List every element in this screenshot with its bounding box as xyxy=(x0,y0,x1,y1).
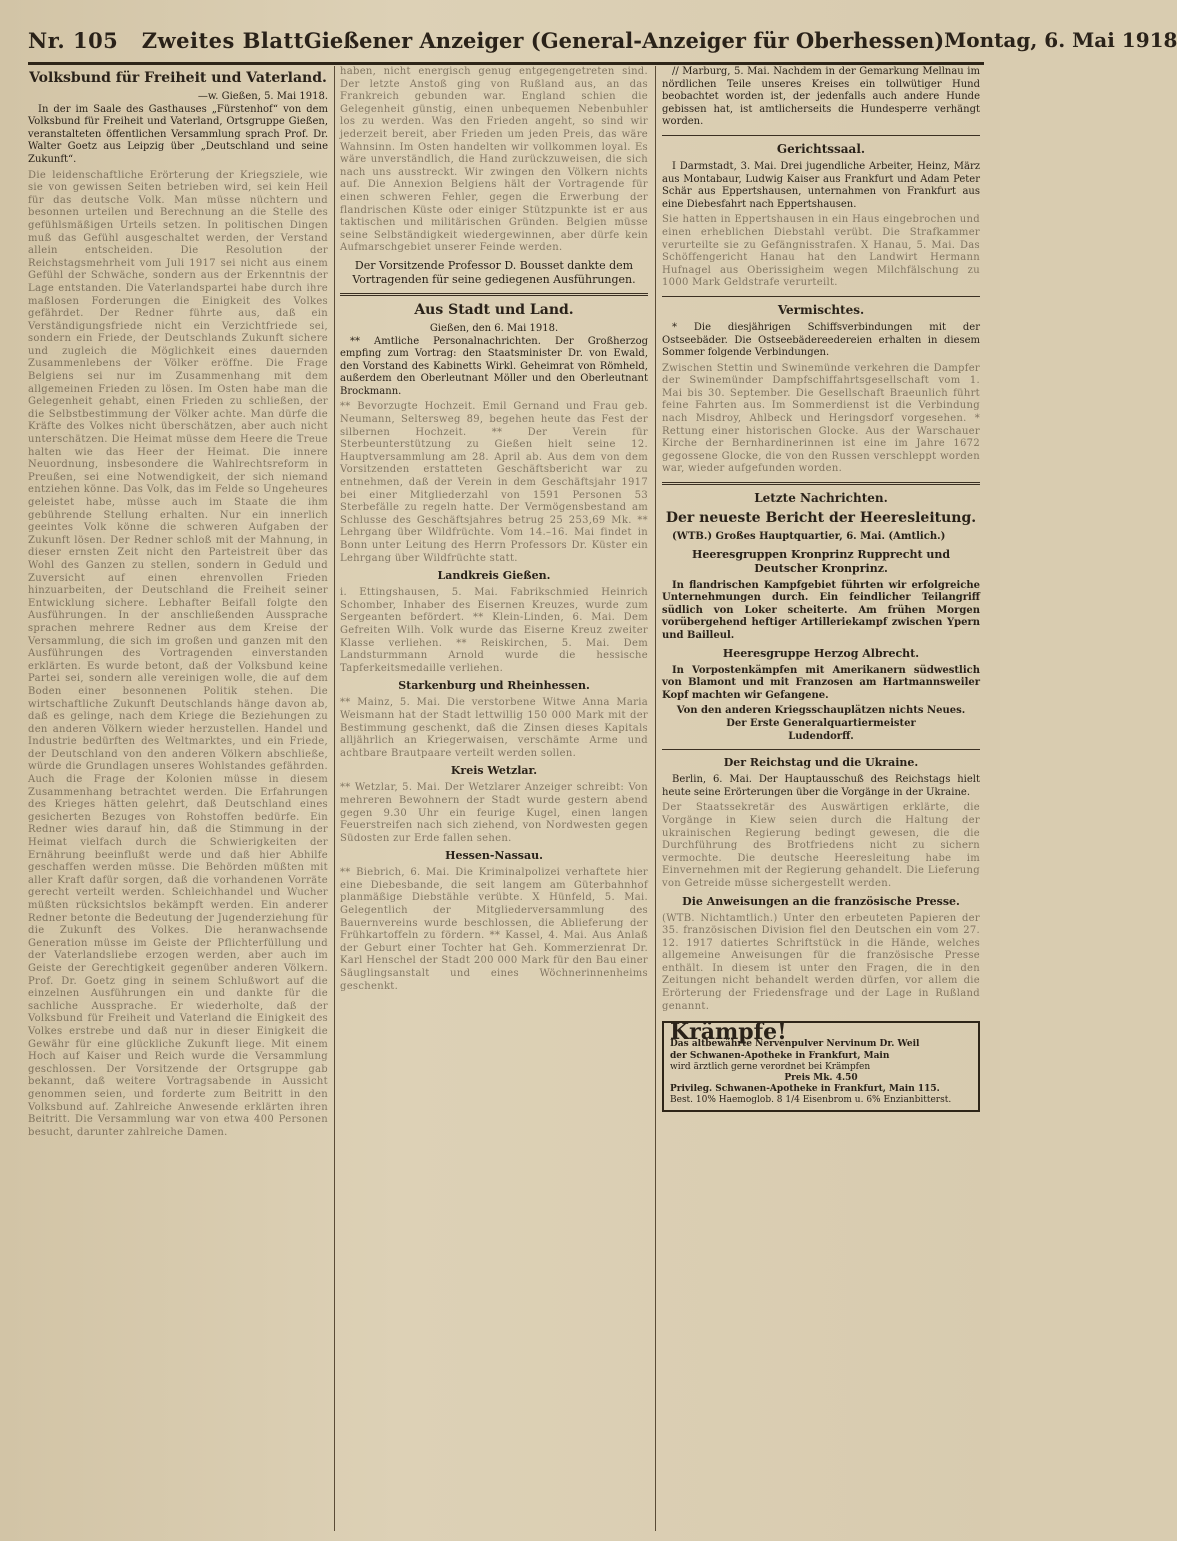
masthead xyxy=(28,18,1177,65)
army-group-report: In Vorpostenkämpfen mit Amerikanern südwestlich von Blamont und mit Franzosen am Hartmannsweiler Kopf machten wir Gefangene. xyxy=(662,664,980,701)
closing-note: Der Vorsitzende Professor D. Bousset dankte dem Vortragenden für seine gediegenen Ausführungen. xyxy=(352,258,636,286)
article-heading: Volksbund für Freiheit und Vaterland. xyxy=(29,70,327,86)
issue-and-section xyxy=(28,28,304,53)
ad-subtitle: Das altbewährte Nervenpulver Nervinum Dr. Weil xyxy=(670,1039,920,1050)
signature-title: Der Erste Generalquartiermeister xyxy=(726,717,916,729)
issue-date: Montag, 6. Mai 1918 xyxy=(944,28,1177,52)
subsection-heading: Landkreis Gießen. xyxy=(437,569,551,583)
court-report-text: Sie hatten in Eppertshausen in ein Haus eingebrochen und einen erheblichen Diebstahl verübt. Die Strafkammer verurteilte sie zu Gefängnisstrafen. X Hanau, 5. Mai. Das Schöffengericht Hanau hat den Landwirt Hermann Hufnagel aus Oberissigheim wegen Milchfälschung zu 1000 Mark Geldstrafe verurteilt. xyxy=(662,214,980,289)
section-rule xyxy=(662,749,980,750)
section-heading: Aus Stadt und Land. xyxy=(414,301,574,318)
court-report: I Darmstadt, 3. Mai. Drei jugendliche Arbeiter, Heinz, März aus Montabaur, Ludwig Kaiser aus Frankfurt und Adam Peter Schär aus Eppertshausen, unternahmen von Frankfurt aus eine Diebesfahrt nach Eppertshausen. xyxy=(662,160,980,210)
ad-title: Krämpfe! xyxy=(670,1019,787,1046)
section-heading: Gerichtssaal. xyxy=(776,141,866,156)
subsection-text: i. Ettingshausen, 5. Mai. Fabrikschmied Heinrich Schomber, Inhaber des Eisernen Kreuzes, wurde zum Sergeanten befördert. ** Klein-Linden, 6. Mai. Dem Gefreiten Wilh. Volk wurde das Eiserne Kreuz zweiter Klasse verliehen. ** Reiskirchen, 5. Mai. Dem Landsturmmann Arnold wurde die hessische Tapferkeitsmedaille verliehen. xyxy=(340,587,648,674)
news-items-text: ** Bevorzugte Hochzeit. Emil Gernand und Frau geb. Neumann, Seltersweg 89, begehen heute das Fest der silbernen Hochzeit. ** Der Verein für Sterbeunterstützung zu Gießen hielt seine 12. Hauptversammlung am 28. April ab. Aus dem von dem Vorsitzenden erstatteten Geschäftsbericht war zu entnehmen, daß der Verein in dem Geschäftsjahr 1917 bei einer Mitgliederzahl von 1591 Personen 53 Sterbefälle zu regeln hatte. Der Vermögensbestand am Schlusse des Geschäftsjahres betrug 25 253,69 Mk. ** Lehrgang über Wildfrüchte. Vom 14.–16. Mai findet in Bonn unter Leitung des Herrn Professors Dr. Küster ein Lehrgang über Wildfrüchte statt. xyxy=(340,401,648,564)
army-group-heading: Heeresgruppe Herzog Albrecht. xyxy=(722,646,920,660)
continued-article-text: haben, nicht energisch genug entgegengetreten sind. Der letzte Anstoß ging von Rußland aus, an das Frankreich gebunden war. England schien die Gelegenheit günstig, einen unbequemen Nebenbuhler los zu werden. Was den Frieden angeht, so sind wir jederzeit bereit, aber Frieden um jeden Preis, das wäre Wahnsinn. Im Osten handelten wir vollkommen loyal. Es wäre unverständlich, die Hand zurückzuweisen, die sich nach uns ausstreckt. Wir zwingen den Völkern nichts auf. Die Annexion Belgiens hält der Vortragende für einen schweren Fehler, gegen die Erwerbung der flandrischen Küste oder einiger Stützpunkte ist er aus taktischen und militärischen Gründen. Belgien müsse seine Selbständigkeit wiedergewinnen, aber dürfe kein Aufmarschgebiet unserer Feinde werden. xyxy=(340,66,648,254)
report-heading: Der neueste Bericht der Heeresleitung. xyxy=(665,510,977,527)
article-heading: Der Reichstag und die Ukraine. xyxy=(723,756,919,770)
section-rule xyxy=(662,296,980,297)
report-lead: (WTB.) Großes Hauptquartier, 6. Mai. (Amtlich.) xyxy=(672,531,946,543)
section-heading: Vermischtes. xyxy=(777,302,865,317)
column-3 xyxy=(662,66,980,1531)
signature: Ludendorff. xyxy=(788,730,854,742)
misc-items-text: Zwischen Stettin und Swinemünde verkehren die Dampfer der Swinemünder Dampfschiffahrtsgesellschaft vom 1. Mai bis 30. September. Die Gesellschaft Braeunlich führt feine Fahrten aus. Im Sommerdienst ist die Verbindung nach Misdroy, Ahlbeck und Heringsdorf vorgesehen. * Rettung einer historischen Glocke. Aus der Warschauer Kirche der Bernhardinerinnen ist eine im Jahre 1672 gegossene Glocke, die von den Russen verschleppt worden war, wieder aufgefunden worden. xyxy=(662,362,980,475)
advertisement xyxy=(662,1021,980,1112)
subsection-heading: Starkenburg und Rheinhessen. xyxy=(398,679,590,693)
army-group-report: In flandrischen Kampfgebiet führten wir erfolgreiche Unternehmungen durch. Ein feindlicher Teilangriff südlich von Loker scheiterte. Am frühen Morgen vorübergehend heftiger Artilleriekampf zwischen Ypern und Bailleul. xyxy=(662,579,980,641)
subsection-text: ** Mainz, 5. Mai. Die verstorbene Witwe Anna Maria Weismann hat der Stadt lettwillig 150 000 Mark mit der Bestimmung geschenkt, daß die Zinsen dieses Kapitals alljährlich an Kriegerwaisen, verschämte Arme und achtbare Brautpaare verteilt werden sollen. xyxy=(340,697,648,759)
section-heading: Letzte Nachrichten. xyxy=(754,491,888,506)
subsection-text: ** Biebrich, 6. Mai. Die Kriminalpolizei verhaftete hier eine Diebesbande, die seit langem am Güterbahnhof planmäßige Diebstähle verübte. X Hünfeld, 5. Mai. Gelegentlich der Mitgliederversammlung des Bauernvereins wurde beschlossen, die Ablieferung der Frühkartoffeln zu fördern. ** Kassel, 4. Mai. Aus Anlaß der Geburt einer Tochter hat Geh. Kommerzienrat Dr. Karl Henschel der Stadt 200 000 Mark für den Bau einer Säuglingsanstalt und eines Wöchnerinnenheims geschenkt. xyxy=(340,867,648,992)
issue-number: Nr. 105 xyxy=(28,27,119,53)
section-dateline: Gießen, den 6. Mai 1918. xyxy=(429,322,559,334)
subsection-heading: Kreis Wetzlar. xyxy=(450,764,538,778)
newspaper-title: Gießener Anzeiger (General-Anzeiger für Oberhessen) xyxy=(303,27,945,53)
article-body-text: (WTB. Nichtamtlich.) Unter den erbeuteten Papieren der 35. französischen Division fiel den Deutschen ein vom 27. 12. 1917 datiertes Schriftstück in die Hände, welches allgemeine Anweisungen für die französische Presse enthält. In diesem ist unter den Fragen, die in den Zeitungen nicht behandelt werden dürfen, vor allem die Erörterung der Friedensfrage und der Lage in Rußland genannt. xyxy=(662,912,980,1012)
article-body-text: Die leidenschaftliche Erörterung der Kriegsziele, wie sie von gewissen Seiten betrieben wird, sei kein Heil für das deutsche Volk. Man müsse nüchtern und besonnen urteilen und Berechnung an die Stelle des gefühlsmäßigen Urteils setzen. In politischen Dingen muß das Gefühl ausgeschaltet werden, der Verstand allein entscheiden. Die Resolution der Reichstagsmehrheit vom Juli 1917 sei nicht aus einem Gefühl der Schwäche, sondern aus der Erkenntnis der Lage entstanden. Die Vaterlandspartei habe durch ihre maßlosen Forderungen die Einigkeit des Volkes gefährdet. Der Redner führte aus, daß ein Verständigungsfriede nicht ein Verzichtfriede sei, sondern ein Friede, der Deutschlands Zukunft sichere und zugleich die Möglichkeit eines dauernden Zusammenlebens der Völker eröffne. Die Frage Belgiens sei nur im Zusammenhang mit dem allgemeinen Frieden zu lösen. Im Osten habe man die Gelegenheit gehabt, einen Frieden zu schließen, der die Selbstbestimmung der Völker achte. Man dürfe die Kräfte des Volkes nicht überschätzen, aber auch nicht unterschätzen. Die Heimat müsse dem Heere die Treue halten wie das Heer der Heimat. Die innere Neuordnung, insbesondere die Wahlrechtsreform in Preußen, sei eine Notwendigkeit, der sich niemand entziehen könne. Das Volk, das im Felde so Ungeheures geleistet habe, müsse auch im Staate die ihm gebührende Stellung erhalten. Nur ein innerlich geeintes Volk könne die schweren Aufgaben der Zukunft lösen. Der Redner schloß mit der Mahnung, in dieser ernsten Zeit nicht den Parteistreit über das Wohl des Ganzen zu stellen, sondern in Geduld und Zuversicht auf einen ehrenvollen Frieden hinzuarbeiten, der Deutschland die Freiheit seiner Entwicklung sichere. Lebhafter Beifall folgte den Ausführungen. In der anschließenden Aussprache sprachen mehrere Redner aus dem Kreise der Versammlung, die sich im großen und ganzen mit den Ausführungen des Vortragenden einverstanden erklärten. Es wurde betont, daß der Volksbund keine Partei sei, sondern alle vereinigen wolle, die auf dem Boden einer besonnenen Politik stehen. Die wirtschaftliche Zukunft Deutschlands hänge davon ab, daß es gelinge, nach dem Kriege die Beziehungen zu den anderen Völkern wieder herzustellen. Handel und Industrie bedürften des Weltmarktes, und ein Friede, der Deutschland von den anderen Völkern abschließe, würde die Grundlagen unseres Wohlstandes gefährden. Auch die Frage der Kolonien müsse in diesem Zusammenhang betrachtet werden. Die Erfahrungen des Krieges hätten gelehrt, daß Deutschland eines gesicherten Bezuges von Rohstoffen bedürfe. Ein Redner wies darauf hin, daß die Stimmung in der Heimat vielfach durch die Schwierigkeiten der Ernährung beeinflußt werde und daß hier Abhilfe geschaffen werden müsse. Die Behörden müßten mit aller Kraft dafür sorgen, daß die vorhandenen Vorräte gerecht verteilt werden. Schleichhandel und Wucher müßten rücksichtslos bekämpft werden. Ein anderer Redner betonte die Bedeutung der Jugenderziehung für die Zukunft des Volkes. Die heranwachsende Generation müsse im Geiste der Pflichterfüllung und der Vaterlandsliebe erzogen werden, aber auch im Geiste der Gerechtigkeit gegenüber anderen Völkern. Prof. Dr. Goetz ging in seinem Schlußwort auf die einzelnen Ausführungen ein und dankte für die sachliche Aussprache. Er wiederholte, daß der Volksbund für Freiheit und Vaterland die Einigkeit des Volkes erstrebe und daß nur in dieser Einigkeit die Gewähr für eine glückliche Zukunft liege. Mit einem Hoch auf Kaiser und Reich wurde die Versammlung geschlossen. Der Vorsitzende der Ortsgruppe gab bekannt, daß weitere Vortragsabende in Aussicht genommen seien, und forderte zum Beitritt in den Volksbund auf. Zahlreiche Anwesende erklärten ihren Beitritt. Die Versammlung war von etwa 400 Personen besucht, darunter zahlreiche Damen. xyxy=(28,169,328,1138)
ad-price: Preis Mk. 4.50 xyxy=(784,1073,858,1084)
other-fronts: Von den anderen Kriegsschauplätzen nichts Neues. xyxy=(676,705,966,717)
army-group-heading: Heeresgruppen Kronprinz Rupprecht und Deutscher Kronprinz. xyxy=(691,547,951,575)
section-rule xyxy=(662,482,980,485)
misc-item: * Die diesjährigen Schiffsverbindungen mit der Ostseebäder. Die Ostseebädereedereien erhalten in diesem Sommer folgende Verbindungen. xyxy=(662,321,980,359)
subsection-text: ** Wetzlar, 5. Mai. Der Wetzlarer Anzeiger schreibt: Von mehreren Bewohnern der Stadt wurde gestern abend gegen 9.30 Uhr ein feurige Kugel, einen langen Feuerstreifen nach sich ziehend, von Nordwesten gegen Südosten zur Erde fallen sehen. xyxy=(340,782,648,844)
section-rule xyxy=(340,293,648,296)
ad-text: der Schwanen-Apotheke in Frankfurt, Main xyxy=(670,1051,890,1062)
ad-text: wird ärztlich gerne verordnet bei Krämpfen xyxy=(670,1062,871,1073)
column-divider xyxy=(334,66,335,1531)
ad-text: Privileg. Schwanen-Apotheke in Frankfurt, Main 115. xyxy=(670,1084,940,1095)
subsection-heading: Hessen-Nassau. xyxy=(445,849,543,863)
article-body-text: Der Staatssekretär des Auswärtigen erklärte, die Vorgänge in Kiew seien durch die Haltung der ukrainischen Regierung bedingt gewesen, die die Durchführung des Brotfriedens nicht zu sichern vermochte. Die deutsche Heeresleitung habe im Einvernehmen mit der Regierung gehandelt. Die Lieferung von Getreide müsse sichergestellt werden. xyxy=(662,802,980,889)
article-dateline: —w. Gießen, 5. Mai 1918. xyxy=(197,91,328,102)
section-rule xyxy=(662,135,980,136)
article-lead: In der im Saale des Gasthauses „Fürstenhof“ von dem Volksbund für Freiheit und Vaterland, Ortsgruppe Gießen, veranstalteten öffentlichen Versammlung sprach Prof. Dr. Walter Goetz aus Leipzig über „Deutschland und seine Zukunft“. xyxy=(28,103,328,165)
column-1 xyxy=(28,66,328,1531)
section-label: Zweites Blatt xyxy=(141,27,304,53)
column-divider xyxy=(655,66,656,1531)
article-lead: Berlin, 6. Mai. Der Hauptausschuß des Reichstags hielt heute seine Erörterungen über die Vorgänge in der Ukraine. xyxy=(662,774,980,798)
ad-text: Best. 10% Haemoglob. 8 1/4 Eisenbrom u. 6% Enzianbitterst. xyxy=(670,1095,952,1106)
news-item: ** Amtliche Personalnachrichten. Der Großherzog empfing zum Vortrag: den Staatsminister Dr. von Ewald, den Vorstand des Kabinetts Wirkl. Geheimrat von Römheld, außerdem den Oberleutnant Möller und den Oberleutnant Brockmann. xyxy=(340,335,648,397)
article-heading: Die Anweisungen an die französische Presse. xyxy=(682,894,960,908)
news-item: // Marburg, 5. Mai. Nachdem in der Gemarkung Mellnau im nördlichen Teile unseres Kreises ein tollwütiger Hund beobachtet worden ist, der jedenfalls auch andere Hunde gebissen hat, ist amtlicherseits die Hundesperre verhängt worden. xyxy=(662,66,980,128)
column-2 xyxy=(340,66,648,1531)
